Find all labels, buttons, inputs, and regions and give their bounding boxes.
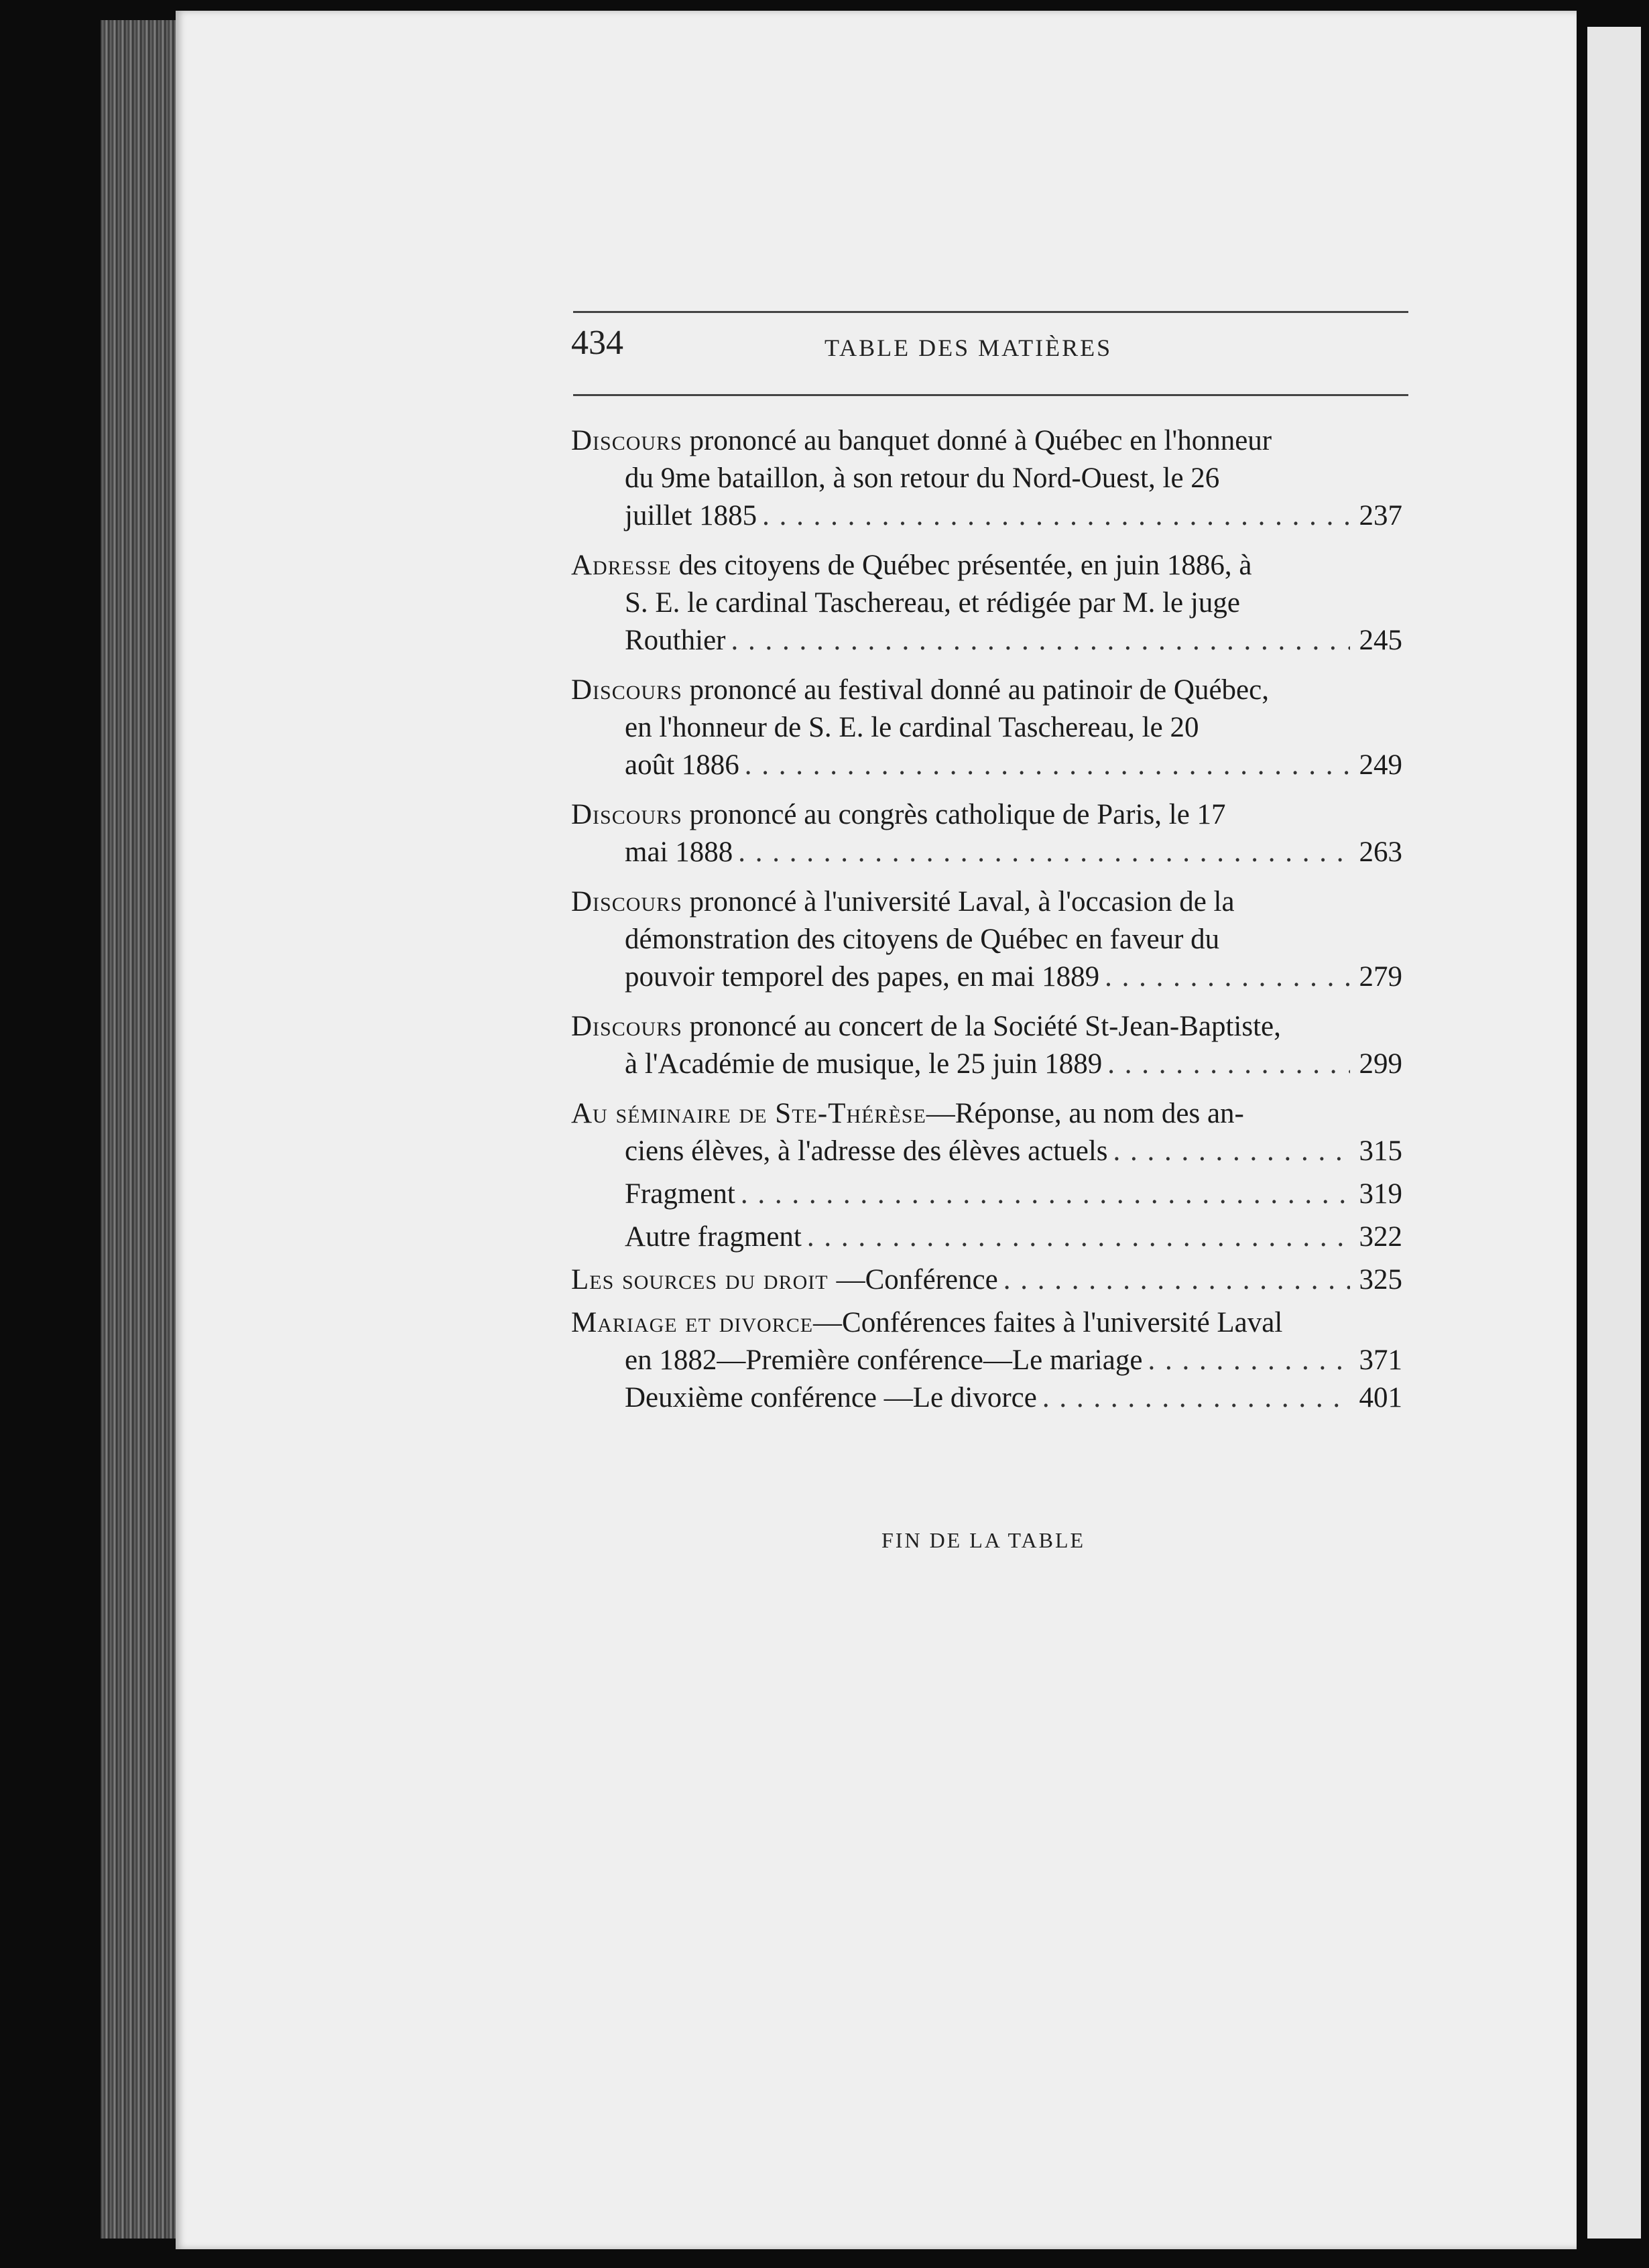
entry-lead: Discours (571, 799, 682, 830)
toc-line (571, 584, 1402, 622)
entry-text: S. E. le cardinal Taschereau, et rédigée par M. le juge (625, 587, 1240, 619)
entry-lead: Discours (571, 674, 682, 706)
dot-leader (1003, 1261, 1350, 1299)
toc-line (571, 1218, 1402, 1256)
entry-lead: Discours (571, 1011, 682, 1042)
toc-line (571, 1046, 1402, 1083)
entry-page: 371 (1359, 1344, 1402, 1376)
dot-leader (807, 1218, 1350, 1256)
entry-text: Routhier (625, 625, 726, 656)
entry-page: 249 (1359, 749, 1402, 781)
entry-text: prononcé au festival donné au patinoir de Québec, (689, 674, 1269, 706)
toc-entry (571, 1095, 1402, 1170)
entry-page: 299 (1359, 1048, 1402, 1080)
toc-entry (571, 1008, 1402, 1083)
entry-text: à l'Académie de musique, le 25 juin 1889 (625, 1048, 1103, 1080)
toc-line (571, 883, 1402, 921)
toc-line (571, 460, 1402, 497)
page-number: 434 (571, 324, 623, 362)
header-bottom-rule (573, 394, 1408, 396)
entry-page: 237 (1359, 500, 1402, 531)
entry-text: —Conférences faites à l'université Laval (813, 1307, 1283, 1338)
entry-text: en l'honneur de S. E. le cardinal Taschereau, le 20 (625, 712, 1199, 743)
entry-lead: Les sources du droit (571, 1264, 829, 1296)
entry-page: 325 (1359, 1264, 1402, 1296)
toc-entry (571, 796, 1402, 871)
entry-page: 322 (1359, 1221, 1402, 1253)
toc-line (571, 1304, 1402, 1342)
toc-line (571, 1342, 1402, 1379)
toc-line (571, 547, 1402, 584)
dot-leader (762, 497, 1350, 535)
toc-entry (571, 547, 1402, 659)
entry-page: 279 (1359, 961, 1402, 993)
dot-leader (1113, 1133, 1350, 1170)
dot-leader (741, 1176, 1350, 1213)
entry-lead: Mariage et divorce (571, 1307, 814, 1338)
toc-line (571, 747, 1402, 784)
toc-entry (571, 883, 1402, 996)
entry-text: mai 1888 (625, 836, 733, 868)
facing-page-edge (1587, 27, 1641, 2239)
toc-sub-entry (571, 1218, 1402, 1256)
entry-text: Fragment (625, 1178, 735, 1210)
toc-entry (571, 422, 1402, 535)
toc-line (571, 834, 1402, 871)
dot-leader (1107, 1046, 1350, 1083)
toc-line (571, 497, 1402, 535)
entry-text: prononcé au banquet donné à Québec en l'honneur (689, 425, 1272, 456)
toc-line (571, 1133, 1402, 1170)
toc-line (571, 1176, 1402, 1213)
entry-page: 263 (1359, 836, 1402, 868)
toc-entry (571, 672, 1402, 784)
entry-page: 245 (1359, 625, 1402, 656)
entry-text: prononcé à l'université Laval, à l'occasion de la (689, 886, 1235, 918)
toc-line (571, 672, 1402, 709)
dot-leader (1105, 958, 1350, 996)
toc-line (571, 958, 1402, 996)
entry-text: pouvoir temporel des papes, en mai 1889 (625, 961, 1100, 993)
entry-lead: Adresse (571, 550, 672, 581)
dot-leader (731, 622, 1350, 659)
entry-text: démonstration des citoyens de Québec en faveur du (625, 924, 1220, 955)
entry-text: —Conférence (836, 1264, 998, 1296)
entry-text: Deuxième conférence —Le divorce (625, 1382, 1037, 1413)
entry-text: en 1882—Première conférence—Le mariage (625, 1344, 1143, 1376)
toc-entry (571, 1261, 1402, 1299)
entry-text: ciens élèves, à l'adresse des élèves actuels (625, 1135, 1108, 1167)
end-of-table-label: FIN DE LA TABLE (881, 1528, 1086, 1552)
entry-text: des citoyens de Québec présentée, en juin 1886, à (678, 550, 1252, 581)
entry-page: 319 (1359, 1178, 1402, 1210)
toc-line (571, 422, 1402, 460)
dot-leader (745, 747, 1350, 784)
entry-page: 315 (1359, 1135, 1402, 1167)
toc-line (571, 1261, 1402, 1299)
table-of-contents (571, 422, 1402, 1417)
toc-line (571, 622, 1402, 659)
entry-lead: Au séminaire de Ste-Thérèse (571, 1098, 926, 1129)
entry-text: du 9me bataillon, à son retour du Nord-Ouest, le 26 (625, 462, 1220, 494)
entry-text: prononcé au concert de la Société St-Jean-Baptiste, (689, 1011, 1281, 1042)
toc-line (571, 921, 1402, 958)
entry-text: juillet 1885 (625, 500, 757, 531)
entry-lead: Discours (571, 425, 682, 456)
dot-leader (1148, 1342, 1350, 1379)
header-top-rule (573, 311, 1408, 313)
dot-leader (738, 834, 1350, 871)
entry-text: août 1886 (625, 749, 739, 781)
toc-line (571, 1095, 1402, 1133)
entry-lead: Discours (571, 886, 682, 918)
entry-text: Autre fragment (625, 1221, 802, 1253)
toc-line (571, 709, 1402, 747)
dot-leader (1042, 1379, 1350, 1417)
entry-text: —Réponse, au nom des an- (926, 1098, 1244, 1129)
entry-text: prononcé au congrès catholique de Paris, le 17 (689, 799, 1226, 830)
entry-page: 401 (1359, 1382, 1402, 1413)
toc-sub-entry (571, 1176, 1402, 1213)
toc-line (571, 1008, 1402, 1046)
toc-line (571, 1379, 1402, 1417)
toc-line (571, 796, 1402, 834)
toc-entry (571, 1304, 1402, 1417)
running-title: TABLE DES MATIÈRES (824, 334, 1113, 361)
